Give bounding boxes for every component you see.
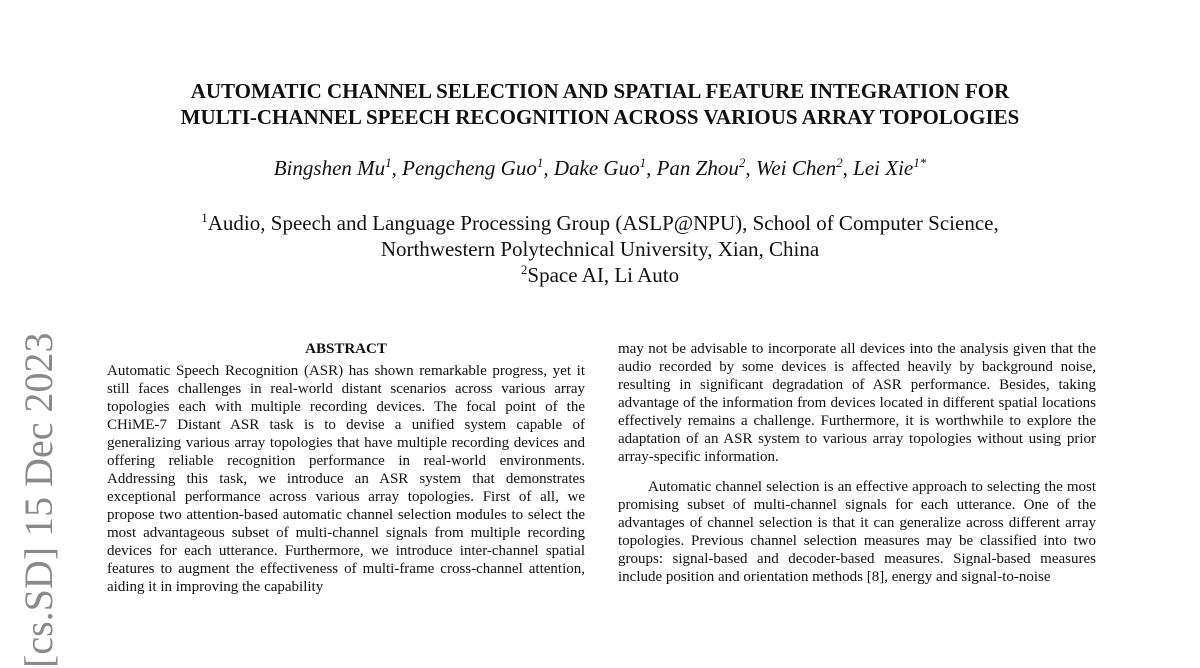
body-paragraph-1: may not be advisable to incorporate all devices into the analysis given that the audio recorded by some devices is affected heavily by background noise, resulting in significant degradation of ASR performance. Besides, taking advantage of the information from devices located in different spatial locations effectively remains a challenge. Furthermore, it is worthwhile to explore the adaptation of an ASR system to various array topologies without using prior array-specific information.: [618, 340, 1096, 466]
title-line-1: AUTOMATIC CHANNEL SELECTION AND SPATIAL FEATURE INTEGRATION FOR: [0, 78, 1200, 104]
abstract-body: Automatic Speech Recognition (ASR) has shown remarkable progress, yet it still faces challenges in real-world distant scenarios across various array topologies each with multiple recording devices. The focal point of the CHiME-7 Distant ASR task is to devise a unified system capable of generalizing various array topologies that have multiple recording devices and offering reliable recognition performance in real-world environments. Addressing this task, we introduce an ASR system that demonstrates exceptional performance across various array topologies. First of all, we propose two attention-based automatic channel selection modules to select the most advantageous subset of multi-channel signals from multiple recording devices for each utterance. Furthermore, we introduce inter-channel spatial features to augment the effectiveness of multi-frame cross-channel attention, aiding it in improving the capability: [107, 362, 585, 596]
body-paragraph-2: Automatic channel selection is an effective approach to selecting the most promising subset of multi-channel signals for each utterance. One of the advantages of channel selection is that it can generalize across different array topologies. Previous channel selection measures may be classified into two groups: signal-based and decoder-based measures. Signal-based measures include position and orientation methods [8], energy and signal-to-noise: [618, 478, 1096, 586]
author-name: Bingshen Mu: [274, 156, 385, 180]
arxiv-stamp: [14, 308, 74, 648]
author-affiliation-mark: 1*: [913, 155, 926, 170]
arxiv-stamp-text: [cs.SD] 15 Dec 2023: [14, 333, 64, 668]
author-name: Pan Zhou: [657, 156, 739, 180]
affiliation-1: [0, 210, 1200, 236]
author-name: Pengcheng Guo: [402, 156, 537, 180]
affiliation-2-text: Space AI, Li Auto: [527, 263, 679, 287]
author-affiliation-mark: 1: [640, 155, 647, 170]
affiliation-2: [0, 262, 1200, 288]
affiliation-1-mark: 1: [201, 210, 208, 225]
affiliation-1-line-2: Northwestern Polytechnical University, Xian, China: [0, 236, 1200, 262]
author-name: Dake Guo: [554, 156, 640, 180]
author-name: Wei Chen: [756, 156, 836, 180]
affiliations: [0, 210, 1200, 288]
author-affiliation-mark: 1: [537, 155, 544, 170]
abstract-heading: ABSTRACT: [107, 340, 585, 358]
affiliation-1-line-1: Audio, Speech and Language Processing Group (ASLP@NPU), School of Computer Science,: [208, 211, 999, 235]
title-line-2: MULTI-CHANNEL SPEECH RECOGNITION ACROSS VARIOUS ARRAY TOPOLOGIES: [0, 104, 1200, 130]
author-affiliation-mark: 2: [836, 155, 843, 170]
author-affiliation-mark: 2: [739, 155, 746, 170]
left-column: [107, 340, 585, 596]
author-name: Lei Xie: [853, 156, 913, 180]
author-list: Bingshen Mu$^1$, Pengcheng Guo$^1$, Dake Guo$^1$, Pan Zhou$^2$, Wei Chen$^2$, Lei Xie$^{1*}$: [0, 156, 1200, 180]
paper-title: [0, 78, 1200, 130]
right-column: [618, 340, 1096, 586]
author-affiliation-mark: 1: [385, 155, 392, 170]
affiliation-2-mark: 2: [521, 262, 528, 277]
